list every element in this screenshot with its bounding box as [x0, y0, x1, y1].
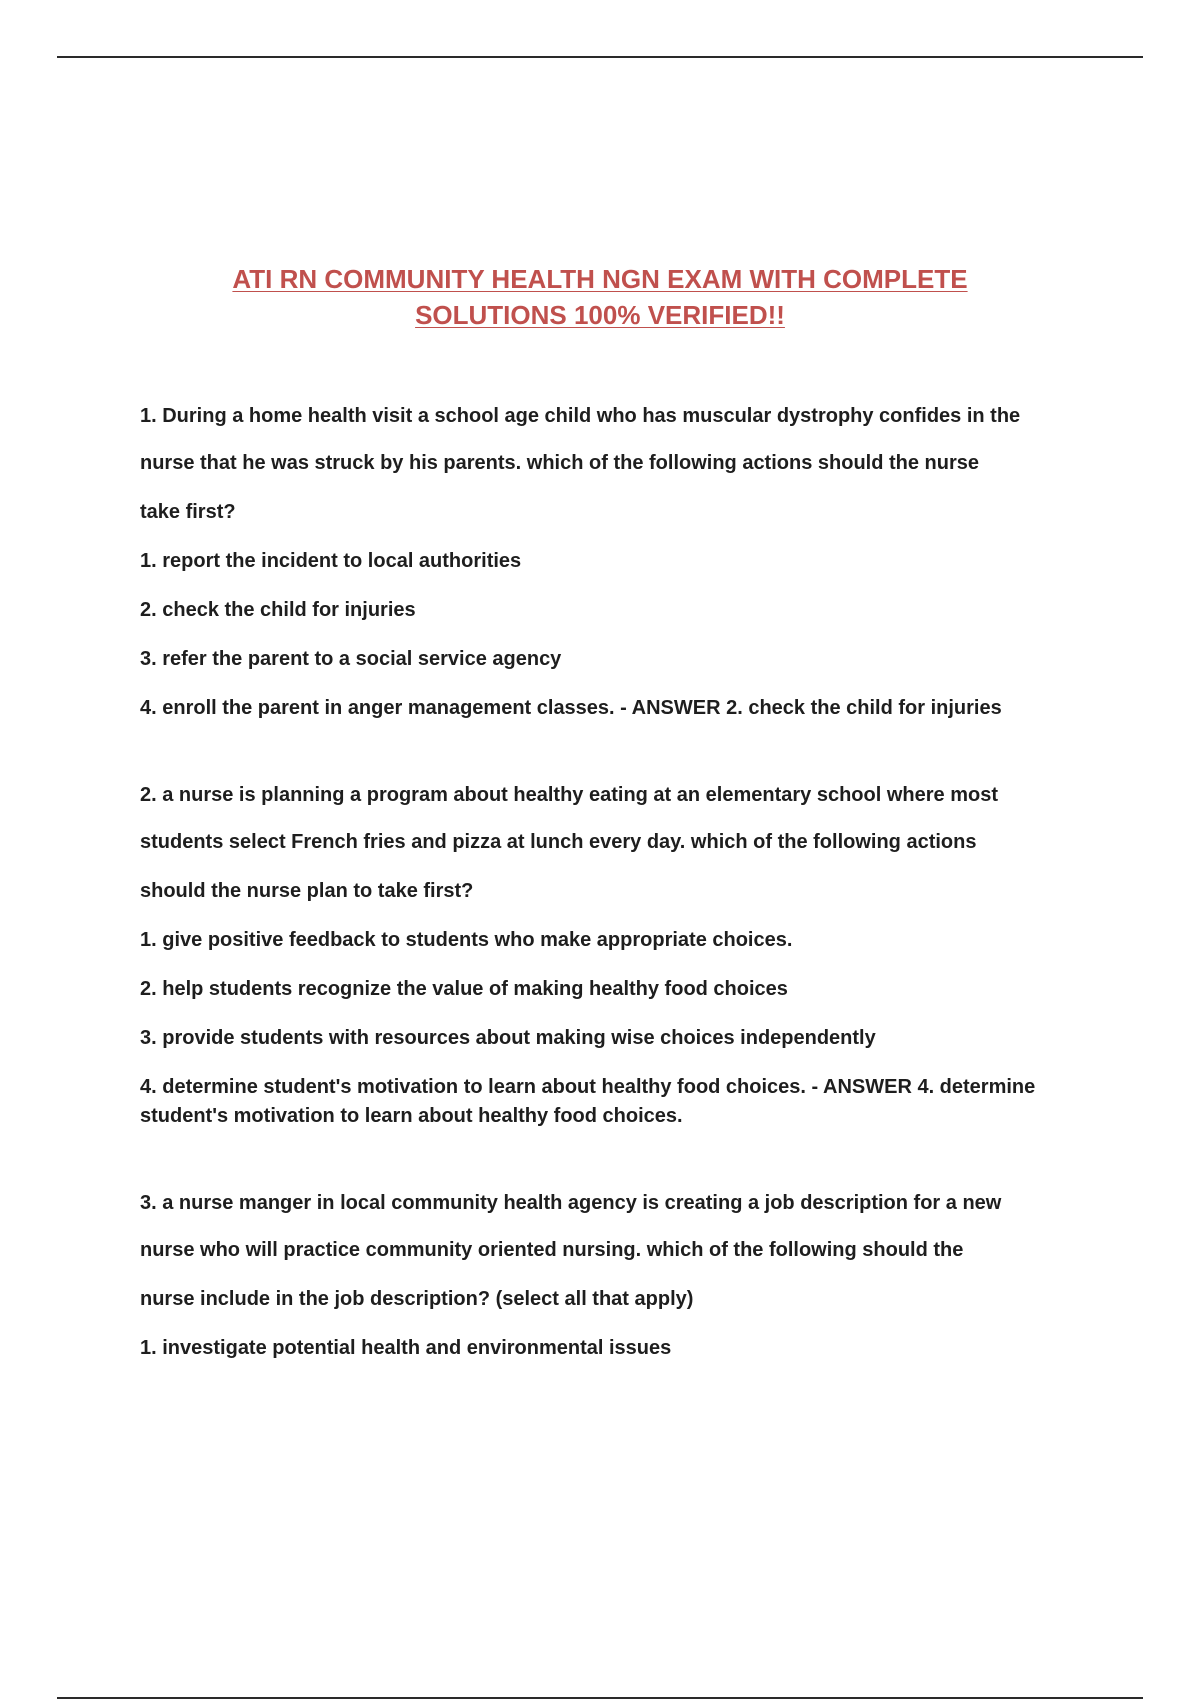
answer-option-with-answer: 4. determine student's motivation to learn about healthy food choices. - ANSWER 4. determine student's motivation to learn about healthy food choices. — [140, 1076, 1036, 1127]
answer-option: 3. refer the parent to a social service agency — [140, 648, 562, 670]
question-stem-line: nurse that he was struck by his parents. which of the following actions should the nurse — [140, 452, 980, 474]
question-stem-line: students select French fries and pizza at lunch every day. which of the following actions — [140, 831, 977, 853]
answer-option: 2. check the child for injuries — [140, 599, 416, 621]
answer-option: 3. provide students with resources about making wise choices independently — [140, 1027, 876, 1049]
answer-option: 1. investigate potential health and environmental issues — [140, 1337, 672, 1359]
document-title — [0, 261, 1200, 333]
question-stem-line: nurse who will practice community oriented nursing. which of the following should the — [140, 1239, 964, 1261]
answer-option: 1. report the incident to local authorities — [140, 550, 522, 572]
answer-option: 2. help students recognize the value of making healthy food choices — [140, 978, 788, 1000]
document-body — [140, 402, 1070, 1383]
question-stem-line: 1. During a home health visit a school age child who has muscular dystrophy confides in the — [140, 405, 1021, 427]
question-3 — [140, 1189, 1070, 1363]
answer-option-with-answer: 4. enroll the parent in anger management classes. - ANSWER 2. check the child for injuries — [140, 697, 1002, 719]
question-1 — [140, 402, 1070, 723]
question-stem-line: 3. a nurse manger in local community health agency is creating a job description for a new — [140, 1192, 1002, 1214]
question-stem-line: nurse include in the job description? (select all that apply) — [140, 1288, 694, 1310]
title-line-1: ATI RN COMMUNITY HEALTH NGN EXAM WITH COMPLETE — [232, 264, 968, 294]
answer-option: 1. give positive feedback to students who make appropriate choices. — [140, 929, 793, 951]
top-rule — [57, 56, 1143, 58]
question-stem-line: 2. a nurse is planning a program about healthy eating at an elementary school where most — [140, 784, 998, 806]
bottom-rule — [57, 1697, 1143, 1699]
question-stem-line: should the nurse plan to take first? — [140, 880, 474, 902]
question-2 — [140, 781, 1070, 1131]
title-line-2: SOLUTIONS 100% VERIFIED!! — [415, 300, 785, 330]
question-stem-line: take first? — [140, 501, 236, 523]
